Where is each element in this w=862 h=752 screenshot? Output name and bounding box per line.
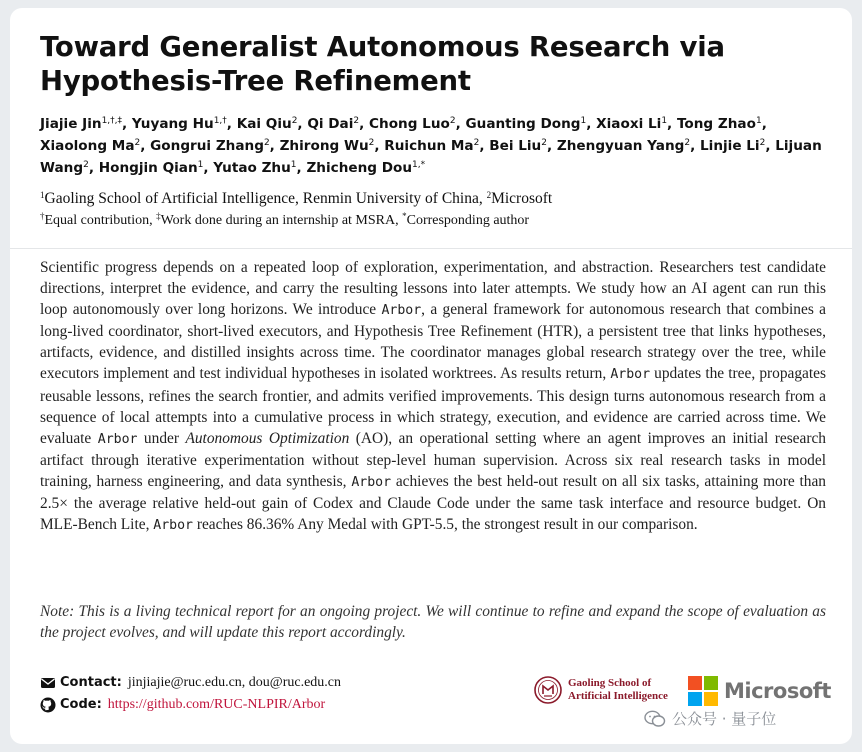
author (213, 160, 296, 176)
arbor-name: Arbor (610, 367, 651, 383)
author (132, 116, 227, 132)
abstract-text: (AO), an operational setting where an agent improves an initial research artifact through iterative experimentation without step-level human supervision. Across six real research tasks in model training, harness engineering, and data synthesis, (40, 429, 826, 490)
abstract-text: , a general framework for autonomous research that combines a long-lived coordinator, short-lived executors, and Hypothesis Tree Refinement (HTR), a persistent tree that links hypotheses, artifacts, evidence, and distilled insights across time. The coordinator manages global research strategy over the tree, while executors implement and test individual hypotheses in isolated worktrees. As results return, (40, 301, 826, 383)
affiliation-2: Microsoft (491, 190, 553, 207)
author-affiliation-marks: 2 (83, 160, 89, 171)
author-name: Tong Zhao (676, 116, 756, 132)
author (306, 160, 425, 176)
author-notes (40, 211, 830, 231)
equal-contribution-mark: † (40, 211, 45, 222)
gaoling-logo (534, 676, 668, 704)
author (40, 116, 122, 132)
affiliation-mark-1: 1 (40, 190, 45, 201)
watermark-text: 公众号 · 量子位 (672, 710, 777, 728)
author (307, 116, 359, 132)
author-affiliation-marks: 2 (541, 138, 547, 149)
author-affiliation-marks: 2 (291, 116, 298, 127)
author (700, 138, 765, 154)
equal-contribution-text: Equal contribution, (44, 213, 157, 228)
author (237, 116, 298, 132)
author (596, 116, 667, 132)
author-affiliation-marks: 1 (197, 160, 204, 171)
living-report-note: Note: This is a living technical report for an ongoing project. We will continue to refine and expand the scope of evaluation as the project evolves, and will update this report accordingly. (40, 603, 826, 642)
author-name: Zhicheng Dou (306, 160, 413, 176)
arbor-name: Arbor (153, 518, 193, 534)
ao-term: Autonomous Optimization (185, 429, 350, 447)
paper-title: Toward Generalist Autonomous Research via Hypothesis-Tree Refinement (40, 31, 725, 97)
author-name: Bei Liu (489, 138, 542, 154)
author-name: Chong Luo (369, 116, 450, 132)
gaoling-seal-icon (534, 676, 562, 704)
microsoft-logo (688, 676, 831, 706)
author-affiliation-marks: 1 (755, 116, 762, 127)
microsoft-wordmark: Microsoft (724, 679, 831, 703)
envelope-icon (40, 675, 56, 691)
author-affiliation-marks: 1 (661, 116, 668, 127)
arbor-name: Arbor (97, 431, 138, 447)
paper-page (10, 8, 852, 744)
abstract-text: reaches 86.36% Any Medal with GPT-5.5, the strongest result in our comparison. (192, 516, 698, 534)
author-affiliation-marks: 2 (134, 138, 141, 149)
author (369, 116, 456, 132)
author (489, 138, 547, 154)
author-affiliation-marks: 1 (290, 160, 297, 171)
abstract-text: under (137, 429, 186, 447)
watermark (644, 708, 776, 729)
code-link[interactable]: https://github.com/RUC-NLPIR/Arbor (107, 697, 326, 712)
wechat-icon (644, 710, 666, 728)
abstract-text: Scientific progress depends on a repeated loop of exploration, experimentation, and abstraction. Researchers test candidate directions, interpret the evidence, and carry the resulting lessons into later attempts. We study how an AI agent can run this loop autonomously over long horizons. We introduce (40, 259, 826, 319)
arbor-name: Arbor (381, 303, 422, 319)
author (40, 138, 140, 154)
author-affiliation-marks: 2 (263, 138, 270, 149)
author (557, 138, 690, 154)
internship-mark: ‡ (156, 211, 161, 222)
author-name: Yuyang Hu (131, 116, 214, 132)
author-affiliation-marks: 2 (368, 138, 375, 149)
gaoling-name-line-2: Artificial Intelligence (568, 690, 668, 702)
author-name: Kai Qiu (236, 116, 292, 132)
author-affiliation-marks: 1,* (412, 160, 426, 171)
author-name: Gongrui Zhang (150, 138, 264, 154)
author-name: Yutao Zhu (213, 160, 291, 176)
author-affiliation-marks: 2 (759, 138, 766, 149)
code-label: Code: (60, 697, 102, 712)
author (384, 138, 479, 154)
author-affiliation-marks: 2 (449, 116, 456, 127)
author-name: Jiajie Jin (40, 116, 102, 132)
arbor-name: Arbor (351, 474, 392, 490)
author-name: Lijuan Wang (40, 138, 822, 176)
contact-label: Contact: (60, 675, 122, 690)
author-name: Linjie Li (700, 138, 760, 154)
contact-emails[interactable]: jinjiajie@ruc.edu.cn, dou@ruc.edu.cn (127, 675, 342, 690)
affiliation-1: Gaoling School of Artificial Intelligence, Renmin University of China, (44, 190, 487, 207)
author-affiliation-marks: 1,† (213, 116, 227, 127)
microsoft-squares-icon (688, 676, 718, 706)
github-icon (40, 697, 56, 713)
divider (10, 248, 852, 249)
abstract-text: achieves the best held-out result on all six tasks, attaining more than 2.5× the average relative held-out gain of Codex and Claude Code under the same task interface and resource budget. On MLE-Bench Lite, (40, 472, 826, 534)
author-name: Xiaolong Ma (40, 138, 135, 154)
contact-row (40, 672, 341, 694)
author-list: Jiajie Jin$^{1,\dagger,\ddagger}$, Yuyang $Hu^{1,\dagger}$, Kai Qiu$^2$, Qi Dai$^2$, Chong Luo$^2$, Guanting Dong$^1$, Xiaoxi Li$^1$, Tong Zhao$^1$, Xiaolong Ma$^2$, Gongrui Zhang$^2$, Zhirong Wu$^2$, Ruichun Ma$^2$, Bei Liu$^2$, Zhengyuan Yang$^2$, Linjie Li$^2$, Lijuan Wang$^2$, Hongjin Qian$^1$, Yutao Zhu$^1$, Zhicheng Dou$^{1,*}$ (40, 116, 822, 176)
author-name: Zhirong Wu (279, 138, 369, 154)
author-name: Guanting Dong (465, 116, 581, 132)
corresponding-mark: * (402, 211, 407, 222)
corresponding-text: Corresponding author (406, 213, 530, 228)
author (280, 138, 375, 154)
contact-block (40, 672, 341, 716)
author-name: Hongjin Qian (98, 160, 198, 176)
author-affiliation-marks: 2 (353, 116, 360, 127)
author-name: Xiaoxi Li (596, 116, 662, 132)
author-name: Qi Dai (307, 116, 354, 132)
author-affiliation-marks: 2 (684, 138, 691, 149)
affiliations (40, 189, 830, 209)
author (466, 116, 587, 132)
author-name: Zhengyuan Yang (556, 138, 685, 154)
author-affiliation-marks: 2 (473, 138, 480, 149)
abstract-text: updates the tree, propagates reusable lessons, refines the search frontier, and admits verified improvements. This design turns autonomous research from a sequence of local attempts into a cumulative process in which strategy, execution, and evidence are carried across time. We evaluate (40, 365, 826, 447)
author (99, 160, 204, 176)
internship-text: Work done during an internship at MSRA, (160, 213, 403, 228)
affiliation-mark-2: 2 (486, 190, 492, 201)
author-affiliation-marks: 1,†,‡ (101, 116, 123, 127)
author (150, 138, 270, 154)
code-row (40, 694, 341, 716)
author-affiliation-marks: 1 (580, 116, 587, 127)
author (677, 116, 762, 132)
gaoling-name-line-1: Gaoling School of (568, 677, 652, 689)
author-name: Ruichun Ma (384, 138, 474, 154)
abstract (40, 257, 826, 536)
